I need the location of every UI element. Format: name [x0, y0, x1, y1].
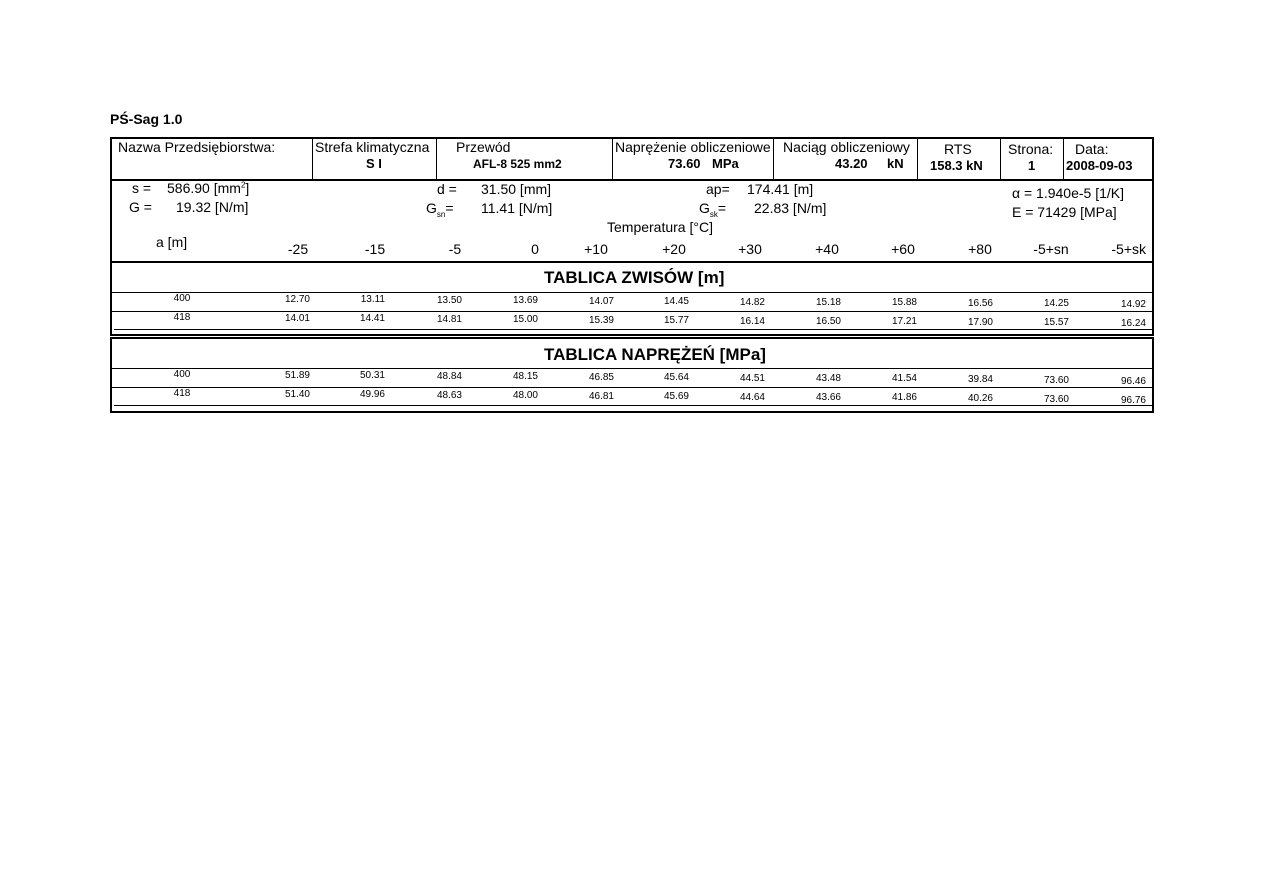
- value-cell: 14.07: [588, 296, 614, 307]
- value-cell: 13.50: [436, 295, 462, 306]
- col-header: 0: [531, 241, 539, 257]
- page-value: 1: [1028, 158, 1036, 173]
- value-cell: 41.86: [891, 392, 917, 403]
- span-cell: 400: [173, 369, 191, 380]
- value-cell: 15.77: [663, 315, 689, 326]
- value-cell: 17.21: [891, 316, 917, 327]
- document-title: PŚ-Sag 1.0: [110, 111, 183, 127]
- header-divider: [1063, 137, 1064, 180]
- col-header: +30: [738, 241, 762, 257]
- Gsk-value: 22.83 [N/m]: [754, 200, 827, 216]
- value-cell: 16.56: [967, 298, 993, 309]
- company-label: Nazwa Przedsiębiorstwa:: [118, 139, 276, 155]
- value-cell: 16.14: [739, 316, 765, 327]
- tension-label: Naciąg obliczeniowy: [783, 139, 910, 155]
- value-cell: 48.00: [512, 390, 538, 401]
- Gsn-label: $G_{sn}=$: [426, 200, 454, 219]
- value-cell: 14.82: [739, 297, 765, 308]
- value-cell: 73.60: [1043, 394, 1069, 405]
- col-header: +20: [662, 241, 686, 257]
- value-cell: 48.15: [512, 371, 538, 382]
- stress-label: Naprężenie obliczeniowe: [615, 139, 771, 155]
- value-cell: 46.81: [588, 391, 614, 402]
- value-cell: 15.57: [1043, 317, 1069, 328]
- d-label: d =: [437, 181, 457, 197]
- ap-label: ap=: [706, 181, 730, 197]
- climate-zone-value: S I: [366, 156, 382, 171]
- date-label: Data:: [1075, 141, 1109, 157]
- header-divider: [917, 137, 918, 180]
- date-value: 2008-09-03: [1066, 158, 1133, 173]
- table-rule: [112, 387, 1152, 388]
- col-header: -5+sn: [1033, 241, 1069, 257]
- rts-value: 158.3 kN: [930, 158, 983, 173]
- header-divider: [312, 137, 313, 180]
- value-cell: 48.63: [436, 390, 462, 401]
- s-value: 586.90 $[mm^2]$: [167, 180, 250, 196]
- rts-label: RTS: [944, 141, 972, 157]
- span-cell: 400: [173, 293, 191, 304]
- value-cell: 48.84: [436, 371, 462, 382]
- value-cell: 14.92: [1120, 299, 1146, 310]
- value-cell: 15.39: [588, 315, 614, 326]
- value-cell: 17.90: [967, 317, 993, 328]
- value-cell: 46.85: [588, 372, 614, 383]
- value-cell: 12.70: [284, 294, 310, 305]
- header-divider: [1000, 137, 1001, 180]
- table-rule: [112, 368, 1152, 369]
- Gsk-label: $G_{sk}=$: [699, 200, 727, 219]
- value-cell: 44.51: [739, 373, 765, 384]
- col-header: +80: [968, 241, 992, 257]
- value-cell: 15.18: [815, 297, 841, 308]
- tension-unit: kN: [887, 156, 904, 171]
- col-header: -5+sk: [1111, 241, 1146, 257]
- span-label: a [m]: [156, 234, 188, 250]
- value-cell: 49.96: [359, 389, 385, 400]
- value-cell: 14.25: [1043, 298, 1069, 309]
- value-cell: 44.64: [739, 392, 765, 403]
- table-rule: [114, 329, 1152, 330]
- value-cell: 40.26: [967, 393, 993, 404]
- header-divider: [612, 137, 613, 180]
- page-label: Strona:: [1008, 141, 1054, 157]
- span-cell: 418: [173, 312, 191, 323]
- header-divider: [773, 137, 774, 180]
- value-cell: 39.84: [967, 374, 993, 385]
- conductor-value: AFL-8 525 mm2: [473, 157, 562, 171]
- value-cell: 14.01: [284, 313, 310, 324]
- value-cell: 73.60: [1043, 375, 1069, 386]
- d-value: 31.50 [mm]: [481, 181, 552, 197]
- value-cell: 15.88: [891, 297, 917, 308]
- value-cell: 13.69: [512, 295, 538, 306]
- sag-table-title: TABLICA ZWISÓW [m]: [544, 268, 725, 287]
- header-divider: [436, 137, 437, 180]
- value-cell: 45.64: [663, 372, 689, 383]
- value-cell: 51.40: [284, 389, 310, 400]
- ap-value: 174.41 [m]: [747, 181, 814, 197]
- stress-value: 73.60: [668, 156, 701, 171]
- climate-zone-label: Strefa klimatyczna: [315, 139, 430, 155]
- s-label: s =: [132, 180, 152, 196]
- value-cell: 96.46: [1120, 376, 1146, 387]
- col-header: +60: [891, 241, 915, 257]
- col-header: +10: [584, 241, 608, 257]
- conductor-label: Przewód: [456, 139, 511, 155]
- value-cell: 14.41: [359, 313, 385, 324]
- col-header: -15: [364, 241, 386, 257]
- value-cell: 43.48: [815, 373, 841, 384]
- value-cell: 96.76: [1120, 395, 1146, 406]
- table-rule: [112, 311, 1152, 312]
- stress-unit: MPa: [712, 156, 739, 171]
- value-cell: 45.69: [663, 391, 689, 402]
- value-cell: 15.00: [512, 314, 538, 325]
- value-cell: 16.24: [1120, 318, 1146, 329]
- E-value: E = 71429 [MPa]: [1012, 204, 1117, 220]
- Gsn-value: 11.41 [N/m]: [481, 200, 553, 216]
- alpha-value: α = 1.940e-5 [1/K]: [1012, 185, 1124, 201]
- temperature-title: Temperatura [°C]: [607, 219, 713, 235]
- stress-table-title: TABLICA NAPRĘŻEŃ [MPa]: [544, 345, 766, 364]
- value-cell: 43.66: [815, 392, 841, 403]
- value-cell: 41.54: [891, 373, 917, 384]
- table-rule: [112, 292, 1152, 293]
- col-header: -5: [448, 241, 462, 257]
- G-label: G =: [129, 199, 152, 215]
- value-cell: 14.45: [663, 296, 689, 307]
- tension-value: 43.20: [835, 156, 868, 171]
- value-cell: 13.11: [360, 294, 385, 305]
- table-rule: [114, 405, 1152, 406]
- col-header: -25: [287, 241, 309, 257]
- value-cell: 14.81: [436, 314, 462, 325]
- value-cell: 16.50: [815, 316, 841, 327]
- value-cell: 51.89: [284, 370, 310, 381]
- value-cell: 50.31: [359, 370, 385, 381]
- col-header: +40: [815, 241, 839, 257]
- G-value: 19.32 [N/m]: [176, 199, 249, 215]
- span-cell: 418: [173, 388, 191, 399]
